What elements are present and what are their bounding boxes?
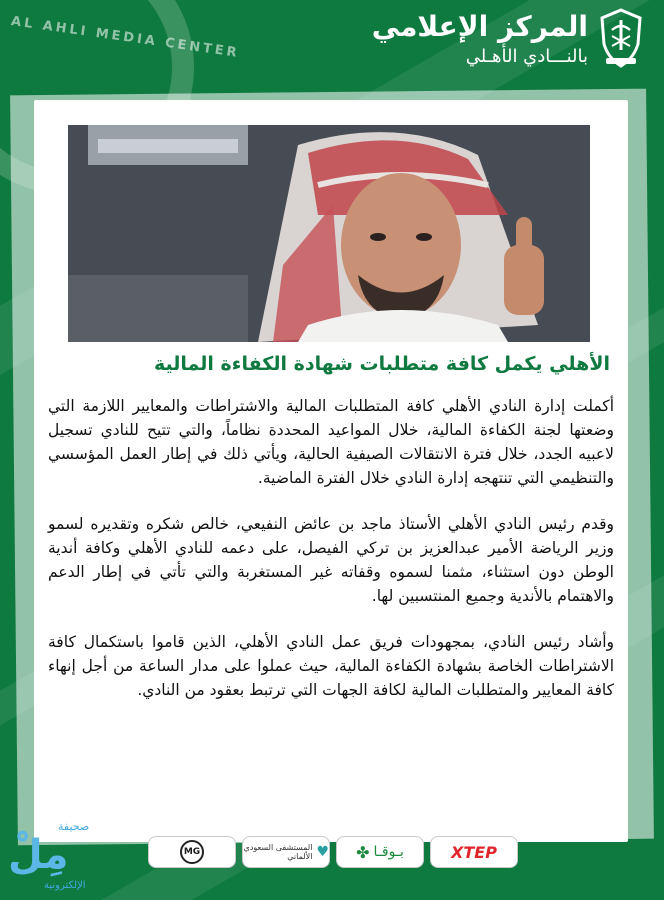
sponsor-xtep[interactable] xyxy=(430,836,518,868)
article-body xyxy=(48,394,614,724)
sponsor-bar xyxy=(148,836,518,868)
hospital-label: المستشفى السعودي الألماني xyxy=(243,843,313,861)
brand-subtitle: بالنـــادي الأهـلي xyxy=(465,46,588,67)
watermark-bottom: الإلكترونية xyxy=(44,880,86,891)
article-headline: الأهلي يكمل كافة متطلبات شهادة الكفاءة المالية xyxy=(154,353,610,375)
paragraph-3: وأشاد رئيس النادي، بمجهودات فريق عمل النادي الأهلي، الذين قاموا باستكمال كافة الاشتراطات الخاصة بشهادة الكفاءة المالية، حيث عملوا على مدار الساعة من أجل إنهاء كافة المعايير والمتطلبات المالية لكافة الجهات التي ترتبط بعقود من النادي. xyxy=(48,633,614,699)
heart-icon: ♥ xyxy=(316,844,329,860)
watermark-top: صحيفة xyxy=(58,820,90,833)
article-photo xyxy=(68,125,590,342)
photo-illustration xyxy=(68,125,590,342)
xtep-label: XTEP xyxy=(451,842,497,862)
header xyxy=(372,8,644,70)
brand-title: المركز الإعلامي xyxy=(371,10,588,43)
paragraph-2: وقدم رئيس النادي الأهلي الأستاذ ماجد بن عائض النفيعي، خالص شكره وتقديره لسمو وزير الرياضة الأمير عبدالعزيز بن تركي الفيصل، على دعمه للنادي الأهلي وكافة أندية الوطن دون استثناء، مثمنا لسموه وقفاته غير المستغربة والتي تأتي في إطار الدعم والاهتمام بالأندية وجميع المنتسبين لها. xyxy=(48,515,614,605)
brand xyxy=(372,9,588,69)
buqa-label: بـوقـا xyxy=(373,844,404,860)
article-card xyxy=(34,100,628,842)
mg-logo-icon: MG xyxy=(180,840,204,864)
paragraph-1: أكملت إدارة النادي الأهلي كافة المتطلبات المالية والاشتراطات والمعايير اللازمة التي وضعتها لجنة الكفاءة المالية، خلال المواعيد المحددة نظاماً، والتي تتيح للنادي تسجيل لاعبيه الجدد، خلال فترة الانتقالات الصيفية الحالية، ويأتي ذلك في إطار العمل المؤسسي والتنظيمي التي تنتهجه إدارة النادي خلال الفترة الماضية. xyxy=(48,397,614,487)
club-crest-icon xyxy=(598,8,644,70)
sponsor-buqa[interactable] xyxy=(336,836,424,868)
ring-text: AL AHLI MEDIA CENTER xyxy=(10,14,241,61)
sponsor-hospital[interactable] xyxy=(242,836,330,868)
watermark xyxy=(6,820,106,900)
leaf-icon: ✤ xyxy=(356,842,370,862)
sponsor-mg[interactable] xyxy=(148,836,236,868)
watermark-logo: مِلْ xyxy=(8,832,69,878)
